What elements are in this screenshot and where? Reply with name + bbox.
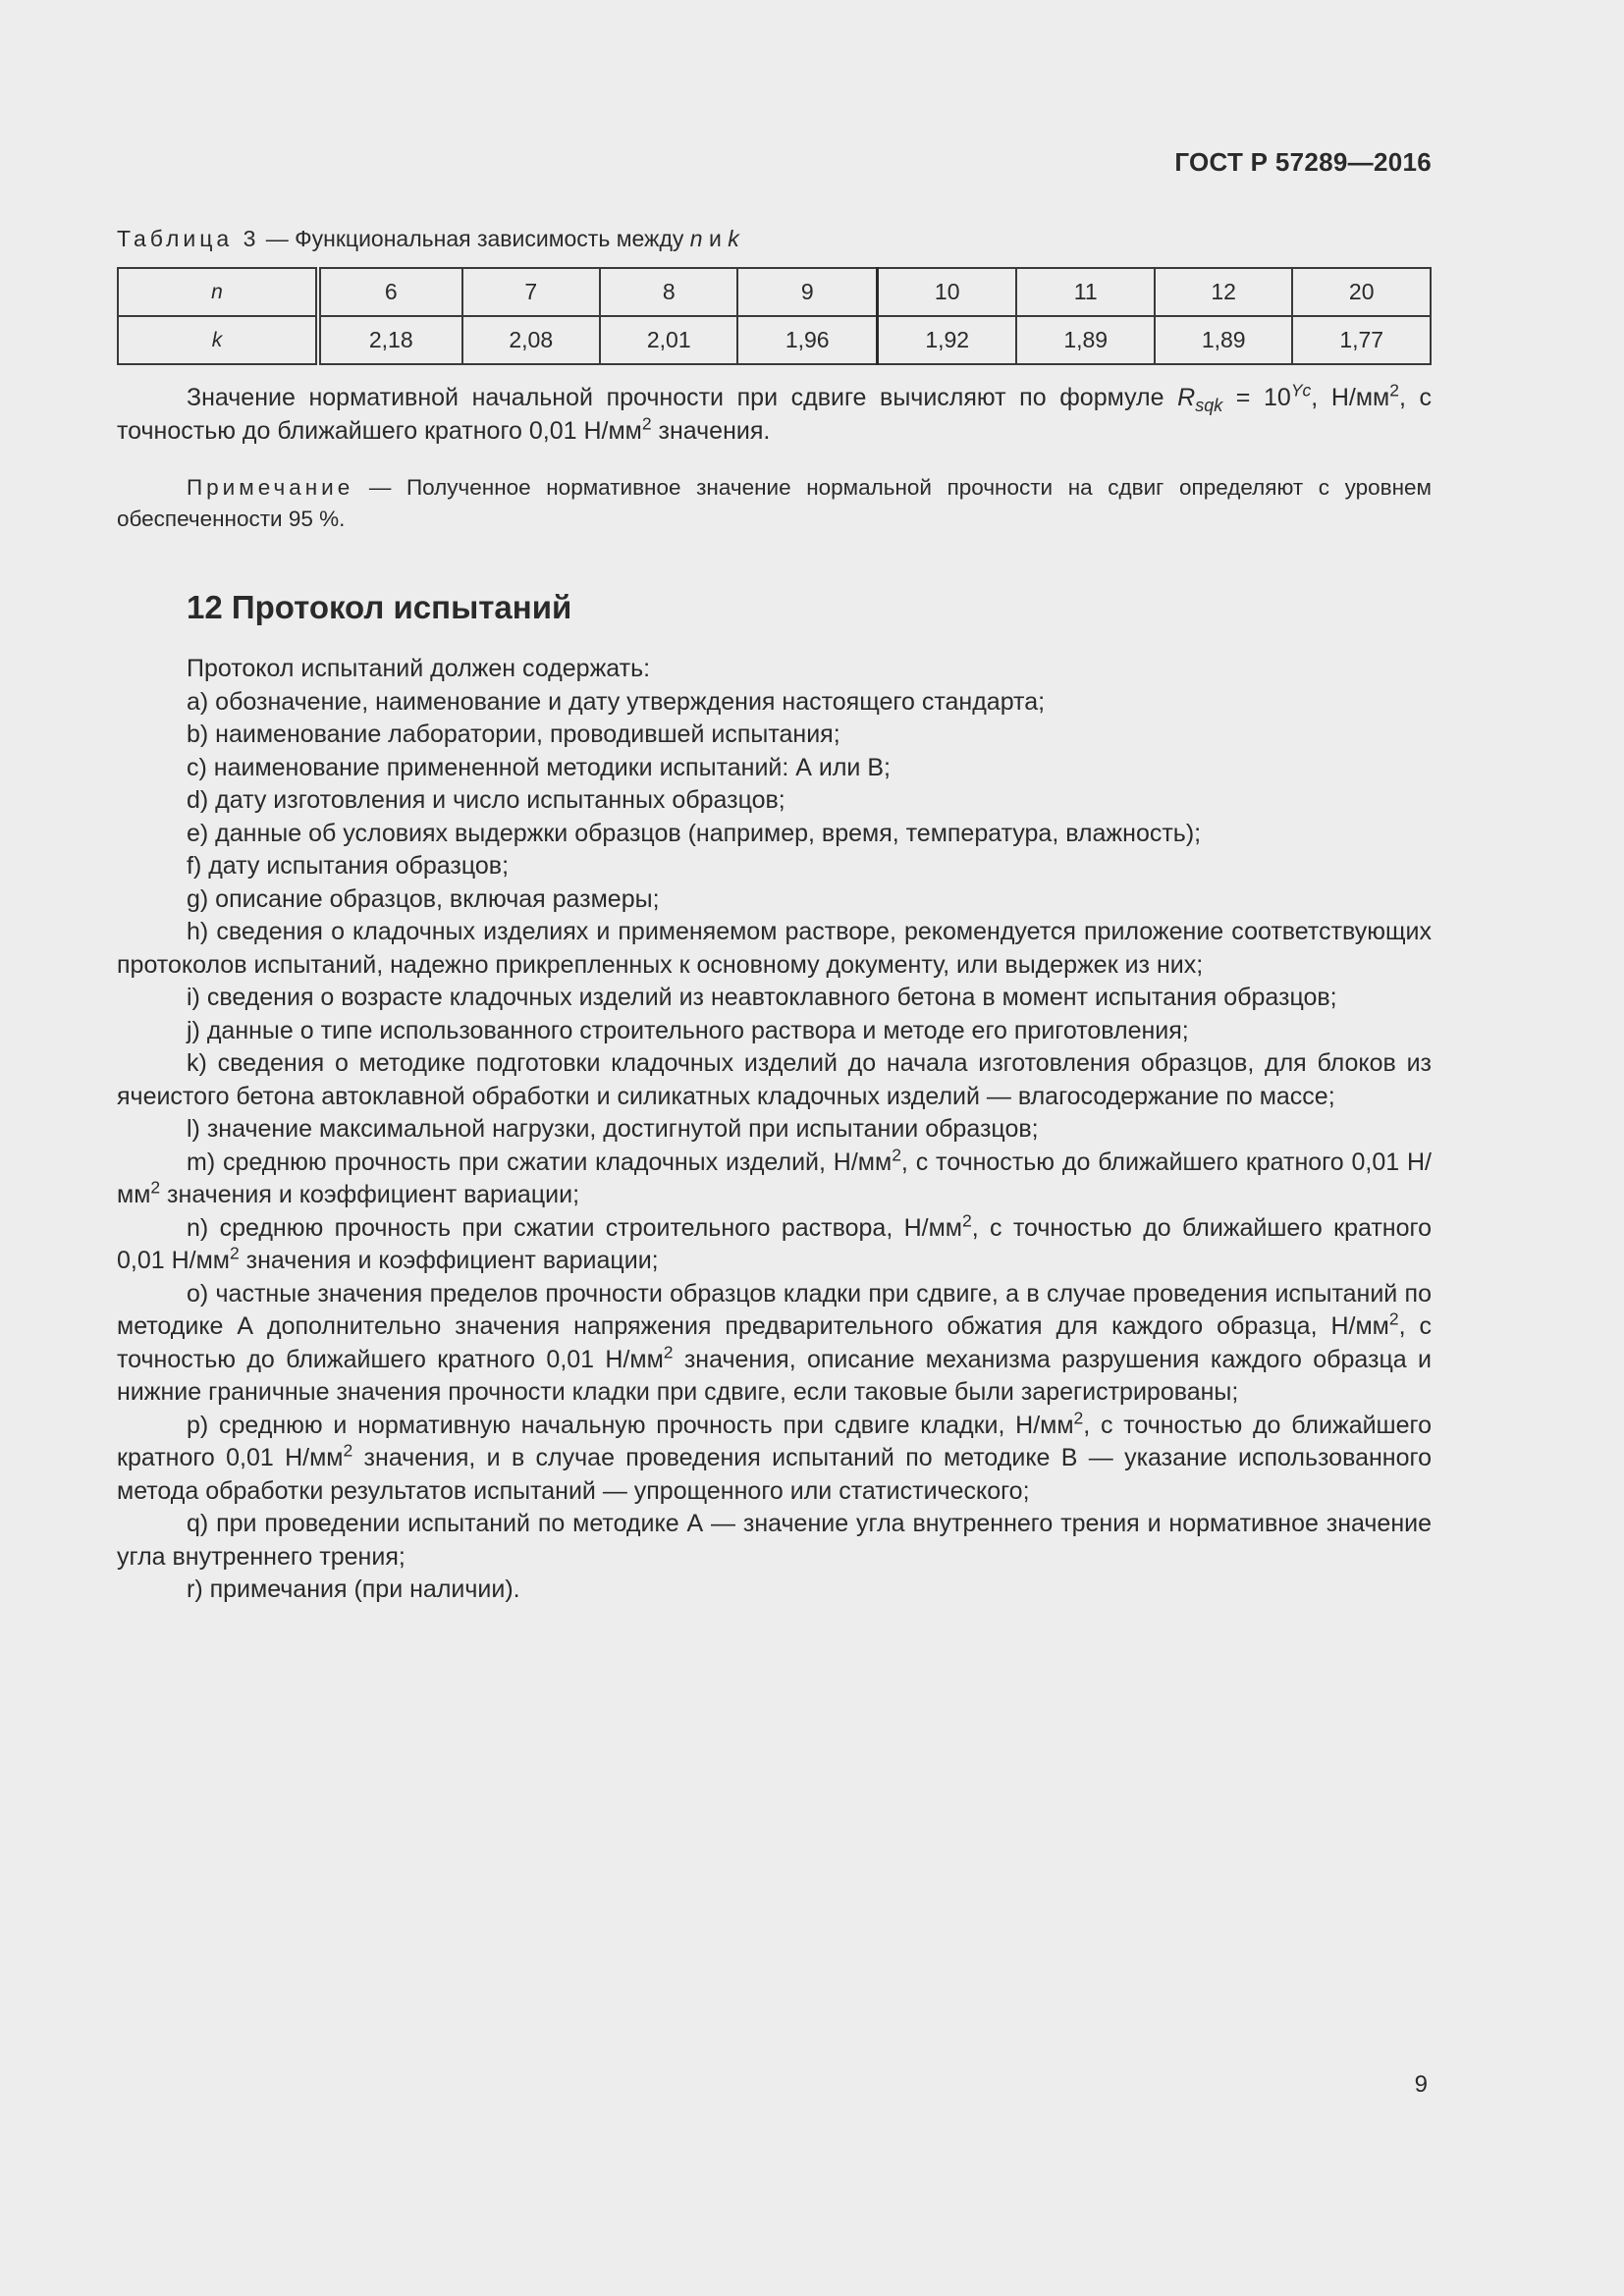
formula-text-3: значения. [651, 416, 771, 445]
table-cell: 8 [600, 268, 737, 316]
table-cell: 2,01 [600, 316, 737, 364]
list-item-l: l) значение максимальной нагрузки, достигнутой при испытании образцов; [187, 1115, 1039, 1143]
list-item-o-text: , с точностью до ближайшего кратного 0,01 Н/мм [117, 1312, 1432, 1373]
page-number: 9 [1414, 2071, 1428, 2098]
formula-r: R [1177, 384, 1196, 411]
note-text: — Полученное нормативное значение нормальной прочности на сдвиг определяют с уровнем обеспеченности 95 %. [117, 475, 1432, 531]
superscript: 2 [1388, 1308, 1399, 1329]
table-cell: 1,96 [737, 316, 877, 364]
table-row-k [118, 316, 1431, 364]
list-item-m-text: значения и коэффициент вариации; [160, 1181, 580, 1208]
list-item-j: j) данные о типе использованного строительного раствора и методе его приготовления; [187, 1016, 1189, 1044]
table-caption-label: Таблица 3 [117, 226, 260, 251]
list-item-h: h) сведения о кладочных изделиях и применяемом растворе, рекомендуется приложение соответствующих протоколов испытаний, надежно прикрепленных к основному документу, или выдержек из них; [117, 918, 1432, 979]
table-cell: 11 [1016, 268, 1154, 316]
table-cell: 1,89 [1155, 316, 1292, 364]
formula-paragraph [117, 382, 1432, 448]
protocol-list [117, 653, 1432, 1607]
formula-text: Значение нормативной начальной прочности при сдвиге вычисляют по формуле [187, 384, 1178, 411]
table-caption-var-n: n [689, 226, 703, 251]
table-cell: 20 [1292, 268, 1431, 316]
list-item-d: d) дату изготовления и число испытанных образцов; [187, 786, 785, 814]
superscript: 2 [663, 1342, 674, 1362]
table-cell: 2,08 [462, 316, 600, 364]
table-cell: 1,77 [1292, 316, 1431, 364]
formula-eq: = 10 [1222, 384, 1291, 411]
formula-text-2: , с точностью до ближайшего кратного 0,01 Н/мм [117, 384, 1432, 445]
document-code: ГОСТ Р 57289—2016 [1174, 147, 1432, 177]
list-item-o-text: значения, описание механизма разрушения каждого образца и нижние граничные значения прочности кладки при сдвиге, если таковые были зарегистрированы; [117, 1345, 1432, 1406]
list-item-n [117, 1212, 1432, 1278]
superscript: 2 [1073, 1408, 1084, 1428]
list-item-g: g) описание образцов, включая размеры; [187, 884, 660, 913]
table-caption-text: — Функциональная зависимость между [259, 226, 690, 251]
table-cell: 7 [462, 268, 600, 316]
note-label: Примечание [187, 475, 354, 500]
table-caption-var-k: k [728, 226, 739, 251]
list-item-f: f) дату испытания образцов; [187, 852, 510, 880]
formula-unit: , Н/мм [1311, 384, 1390, 411]
table-row-n [118, 268, 1431, 316]
superscript: 2 [343, 1440, 353, 1461]
table-cell: 9 [737, 268, 877, 316]
table-cell: 2,18 [318, 316, 462, 364]
superscript: 2 [962, 1210, 972, 1231]
table-cell: 1,92 [877, 316, 1016, 364]
list-item-m [117, 1147, 1432, 1212]
list-intro: Протокол испытаний должен содержать: [187, 655, 651, 682]
note-paragraph [117, 472, 1432, 535]
table-cell: 12 [1155, 268, 1292, 316]
table-cell: 10 [877, 268, 1016, 316]
list-item-b: b) наименование лаборатории, проводившей испытания; [187, 721, 840, 748]
superscript: 2 [150, 1177, 161, 1198]
list-item-i: i) сведения о возрасте кладочных изделий из неавтоклавного бетона в момент испытания образцов; [187, 984, 1337, 1011]
table-caption-and: и [702, 226, 729, 251]
list-item-r: r) примечания (при наличии). [187, 1575, 520, 1603]
formula-exponent: Yc [1290, 380, 1312, 400]
superscript: 2 [229, 1243, 240, 1263]
superscript: 2 [1389, 380, 1399, 400]
list-item-e: e) данные об условиях выдержки образцов (например, время, температура, влажность); [187, 819, 1202, 847]
list-item-c: c) наименование примененной методики испытаний: А или В; [187, 753, 891, 781]
list-item-o-text: o) частные значения пределов прочности образцов кладки при сдвиге, а в случае проведения испытаний по методике А дополнительно значения напряжения предварительного обжатия для каждого образца, Н/мм [117, 1279, 1432, 1340]
row-header-k: k [118, 316, 318, 364]
superscript: 2 [641, 413, 652, 434]
list-item-p-text: p) среднюю и нормативную начальную прочность при сдвиге кладки, Н/мм [187, 1411, 1074, 1439]
list-item-q: q) при проведении испытаний по методике А — значение угла внутреннего трения и нормативное значение угла внутреннего трения; [117, 1510, 1432, 1571]
row-header-n: n [118, 268, 318, 316]
list-item-p-text: значения, и в случае проведения испытаний по методике В — указание использованного метода обработки результатов испытаний — упрощенного или статистического; [117, 1444, 1432, 1505]
list-item-p [117, 1410, 1432, 1509]
list-item-n-text: n) среднюю прочность при сжатии строительного раствора, Н/мм [187, 1213, 962, 1242]
list-item-p-text: , с точностью до ближайшего кратного 0,01 Н/мм [117, 1411, 1432, 1471]
table-caption [117, 226, 739, 252]
table-cell: 1,89 [1016, 316, 1154, 364]
table-n-k [117, 267, 1432, 365]
section-title: 12 Протокол испытаний [187, 589, 572, 625]
list-item-o [117, 1278, 1432, 1410]
list-item-a: a) обозначение, наименование и дату утверждения настоящего стандарта; [187, 687, 1046, 716]
formula-r-subscript: sqk [1195, 396, 1223, 415]
list-item-m-text: m) среднюю прочность при сжатии кладочных изделий, Н/мм [187, 1148, 893, 1176]
table-cell: 6 [318, 268, 462, 316]
list-item-k: k) сведения о методике подготовки кладочных изделий до начала изготовления образцов, для блоков из ячеистого бетона автоклавной обработки и силикатных кладочных изделий — влагосодержание по массе; [117, 1049, 1432, 1110]
superscript: 2 [892, 1145, 901, 1165]
list-item-n-text: значения и коэффициент вариации; [239, 1247, 659, 1274]
list-item-m-text: , с точностью до ближайшего кратного 0,01 Н/мм [117, 1148, 1432, 1208]
list-item-n-text: , с точностью до ближайшего кратного 0,01 Н/мм [117, 1213, 1432, 1274]
